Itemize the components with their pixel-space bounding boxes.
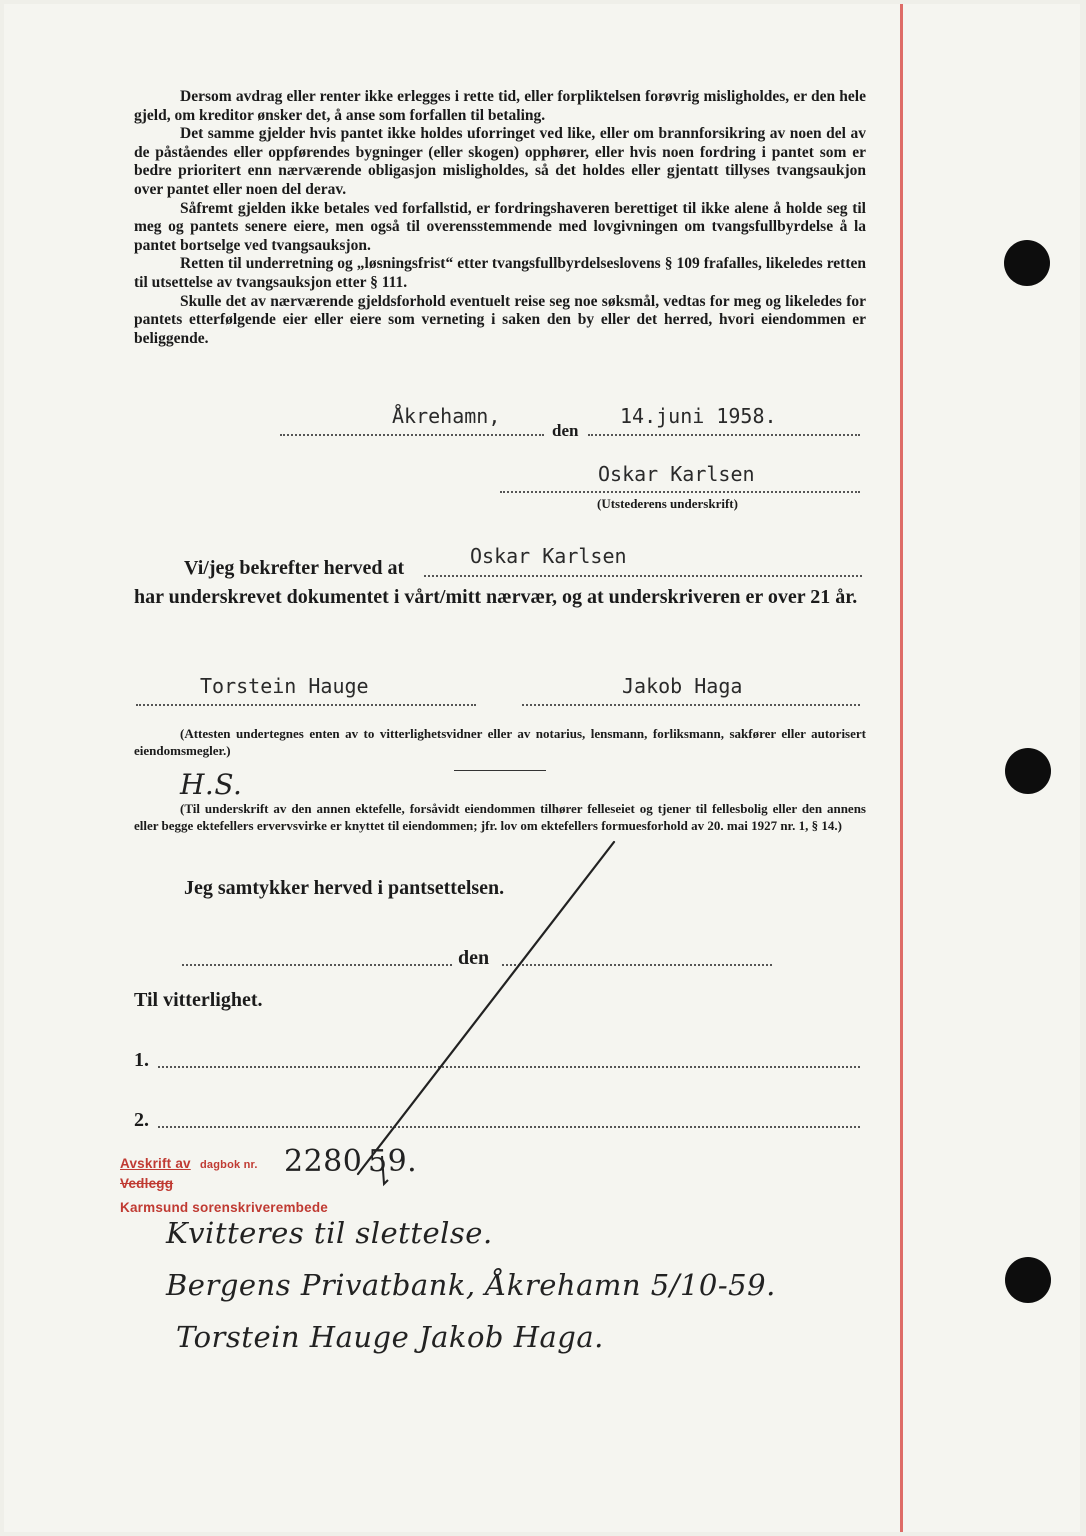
cancellation-stroke bbox=[4, 4, 1080, 1532]
spouse-note: (Til underskrift av den annen ektefelle, forsåvidt eiendommen tilhører felleseiet og tjener til fellesbolig eller den annens eller begge ektefellers ervervsvirke er knyttet til eiendommen; jfr. lov om ektefellers formuesforhold av 20. mai 1927 nr. 1, § 14.) bbox=[134, 801, 866, 833]
stamp-office-label: Karmsund sorenskriverembede bbox=[120, 1200, 328, 1215]
issuer-caption: (Utstederens underskrift) bbox=[597, 496, 738, 511]
stamp-year: 59. bbox=[368, 1144, 418, 1179]
issuer-name: Oskar Karlsen bbox=[598, 462, 755, 486]
consent-den-label: den bbox=[458, 947, 490, 969]
terms-paragraph: Såfremt gjelden ikke betales ved forfallstid, er fordringshaveren berettiget til ikke alene å holde seg til meg og pantets senere eiere, men også til overensstemmende med lovgivningen om tvangsfullbyrdelse å la pantet bortselge ved tvangsauksjon. bbox=[134, 199, 866, 254]
stamp-attachment-label: Vedlegg bbox=[120, 1176, 174, 1191]
handwritten-bank-line: Bergens Privatbank, Åkrehamn 5/10-59. bbox=[166, 1268, 776, 1302]
attest-name: Oskar Karlsen bbox=[470, 544, 627, 568]
stamp-journal-label: dagbok nr. bbox=[200, 1159, 258, 1171]
stamp-number: 2280 bbox=[284, 1144, 363, 1179]
attest-text: har underskrevet dokumentet i vårt/mitt nærvær, og at underskriveren er over 21 år. bbox=[134, 586, 858, 608]
witness-1-name: Torstein Hauge bbox=[200, 674, 369, 698]
place: Åkrehamn, bbox=[392, 404, 501, 428]
consent-text: Jeg samtykker herved i pantsettelsen. bbox=[184, 877, 505, 899]
stamp-copy-label: Avskrift av bbox=[120, 1156, 191, 1171]
witness-line-1-number: 1. bbox=[134, 1049, 149, 1071]
initials: H.S. bbox=[180, 768, 243, 801]
attest-note: (Attesten undertegnes enten av to vitterlighetsvidner eller av notarius, lensmann, forliksmann, sakfører eller autorisert eiendomsmegler.) bbox=[134, 726, 866, 758]
terms-paragraph: Retten til underretning og „løsningsfrist“ etter tvangsfullbyrdelseslovens § 109 frafalles, likeledes retten til utsettelse av tvangsauksjon etter § 111. bbox=[134, 255, 866, 291]
witness-2-name: Jakob Haga bbox=[622, 674, 743, 698]
terms-paragraph: Dersom avdrag eller renter ikke erlegges i rette tid, eller forpliktelsen forøvrig misligholdes, er den hele gjeld, om kreditor ønsker det, å anse som forfallen til betaling. bbox=[134, 88, 866, 124]
document-page bbox=[4, 4, 1080, 1532]
date: 14.juni 1958. bbox=[620, 404, 777, 428]
attest-label: Vi/jeg bekrefter herved at bbox=[184, 557, 405, 579]
witness-line-2-number: 2. bbox=[134, 1109, 149, 1131]
den-label: den bbox=[552, 421, 579, 440]
handwritten-cancellation-line: Kvitteres til slettelse. bbox=[166, 1216, 493, 1250]
terms-paragraph: Det samme gjelder hvis pantet ikke holdes uforringet ved like, eller om brannforsikring av noen del av de påståendes eller oppførendes bygninger (eller skogen) opphører, eller hvis noen fordring i pantet som er bedre prioritert enn nærværende obligasjon misligholdes, så det holdes eller gjentatt tillyses tvangsaukjon over pantet eller noen del derav. bbox=[134, 125, 866, 198]
handwritten-signatures-line: Torstein Hauge Jakob Haga. bbox=[176, 1320, 604, 1354]
terms-paragraph: Skulle det av nærværende gjeldsforhold eventuelt reise seg noe søksmål, vedtas for meg og likeledes for pantets etterfølgende eier eller eiere som verneting i saken den by eller det herred, hvori eiendommen er beliggende. bbox=[134, 292, 866, 347]
witness-heading: Til vitterlighet. bbox=[134, 989, 263, 1011]
